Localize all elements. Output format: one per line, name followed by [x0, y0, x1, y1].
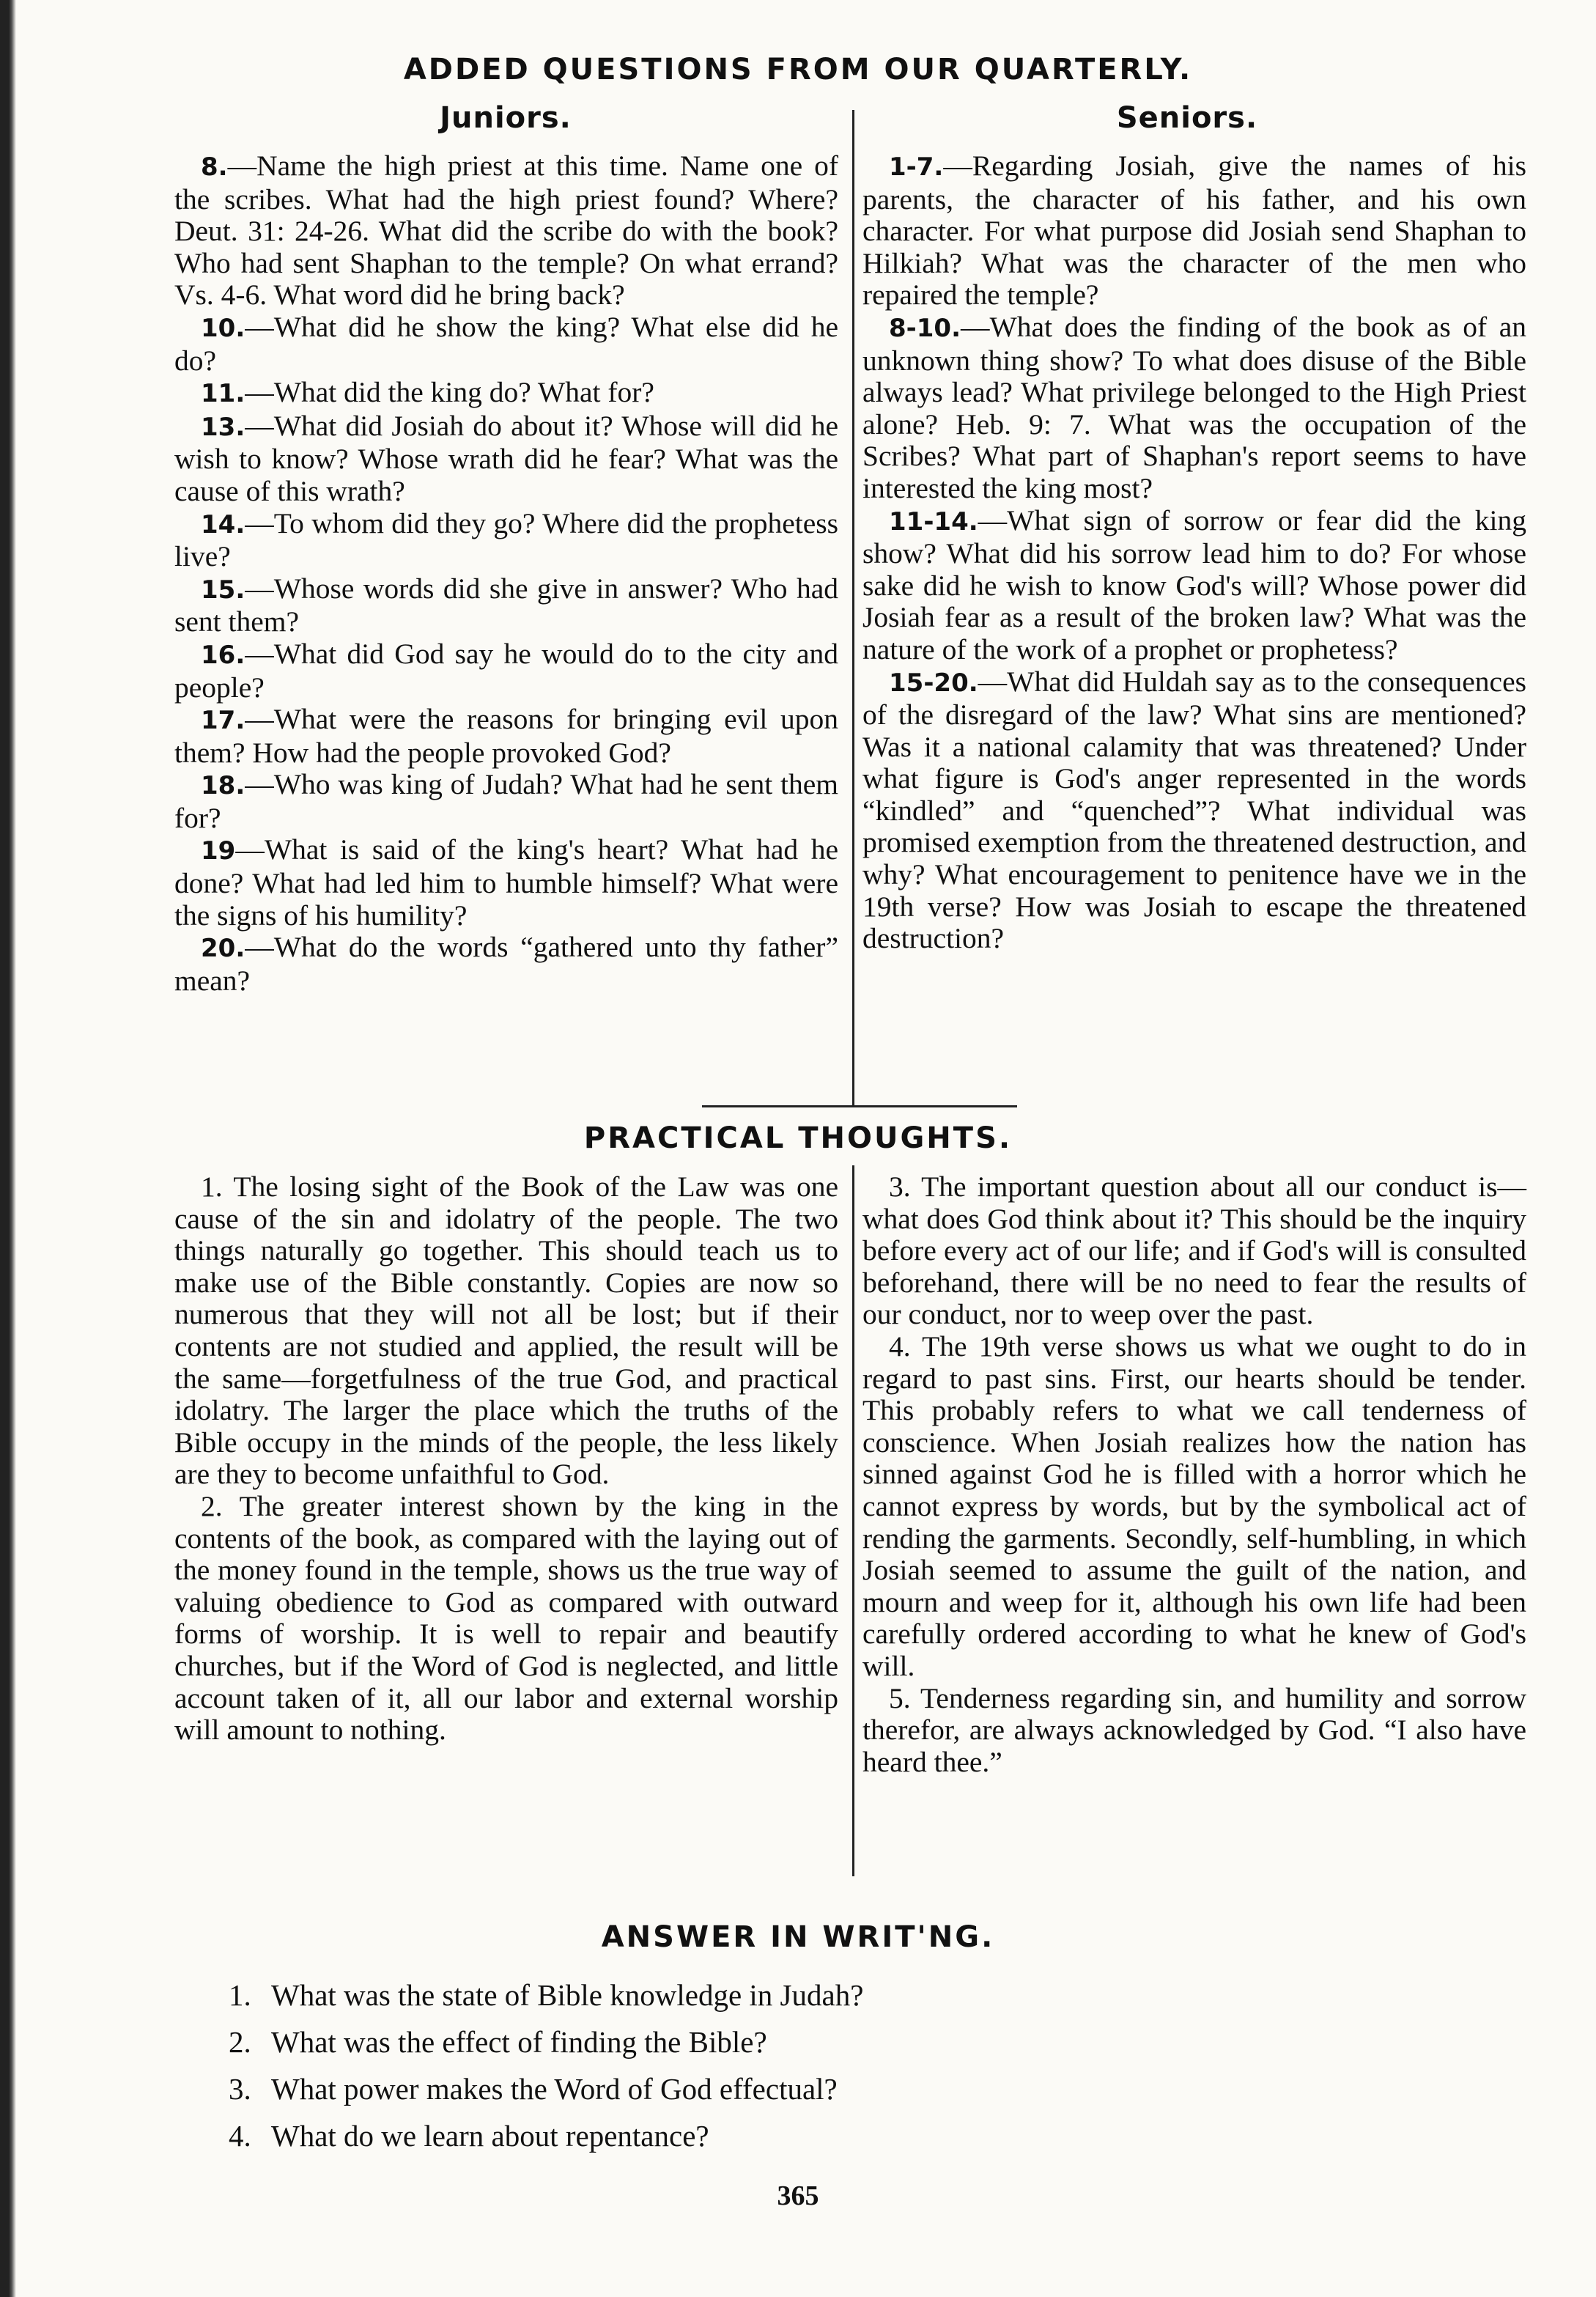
question-item: 11-14.—What sign of sorrow or fear did the king show? What did his sorrow lead him to do? For whose sake did he wish to know God's will? Whose power did Josiah fear as a result of the broken law? What was the nature of the work of a prophet or prophetess?: [862, 504, 1526, 665]
answer-questions-list: [229, 1972, 1328, 2159]
thought-paragraph: 3. The important question about all our conduct is—what does God think about it? This should be the inquiry before every act of our life; and if God's will is consulted beforehand, there will be no need to fear the results of our conduct, nor to weep over the past.: [862, 1170, 1526, 1331]
list-item: 2. What was the effect of finding the Bible?: [229, 2025, 767, 2059]
list-item: 3. What power makes the Word of God effectual?: [229, 2072, 838, 2106]
thought-paragraph: 5. Tenderness regarding sin, and humility and sorrow therefor, are always acknowledged by God. “I also have heard thee.”: [862, 1681, 1526, 1778]
question-item: 1-7.—Regarding Josiah, give the names of his parents, the character of his father, and his own character. For what purpose did Josiah send Shaphan to Hilkiah? What was the character of the men who repaired the temple?: [862, 150, 1526, 311]
practical-thoughts-right: [862, 1171, 1526, 1778]
practical-thoughts-heading: PRACTICAL THOUGHTS.: [583, 1121, 1013, 1155]
question-item: 19—What is said of the king's heart? What had he done? What had led him to humble himself? What were the signs of his humility?: [174, 833, 838, 932]
list-item: 4. What do we learn about repentance?: [229, 2119, 709, 2153]
column-divider: [852, 110, 854, 1107]
question-item: 13.—What did Josiah do about it? Whose will did he wish to know? Whose wrath did he fear? What was the cause of this wrath?: [174, 409, 838, 507]
column-divider: [852, 1165, 854, 1876]
page-title: ADDED QUESTIONS FROM OUR QUARTERLY.: [403, 53, 1193, 86]
question-item: 20.—What do the words “gathered unto thy father” mean?: [174, 931, 838, 997]
question-item: 17.—What were the reasons for bringing evil upon them? How had the people provoked God?: [174, 703, 838, 769]
practical-thoughts-left: [174, 1171, 838, 1747]
question-item: 15-20.—What did Huldah say as to the consequences of the disregard of the law? What sins are mentioned? Was it a national calamity that was threatened? Under what figure is God's anger represented in the words “kindled” and “quenched”? What individual was promised exemption from the threatened destruction, and why? What encouragement to penitence have we in the 19th verse? How was Josiah to escape the threatened destruction?: [862, 665, 1526, 955]
question-item: 8-10.—What does the finding of the book as of an unknown thing show? To what does disuse of the Bible always lead? What privilege belonged to the High Priest alone? Heb. 9: 7. What was the occupation of the Scribes? What part of Shaphan's report seems to have interested the king most?: [862, 310, 1526, 504]
juniors-questions: [174, 150, 838, 997]
seniors-heading: Seniors.: [1116, 101, 1258, 135]
question-item: 14.—To whom did they go? Where did the prophetess live?: [174, 506, 838, 573]
section-separator: [702, 1105, 1017, 1107]
juniors-heading: Juniors.: [440, 101, 572, 135]
seniors-questions: [862, 150, 1526, 955]
question-item: 16.—What did God say he would do to the city and people?: [174, 637, 838, 704]
thought-paragraph: 1. The losing sight of the Book of the Law was one cause of the sin and idolatry of the people. The two things naturally go together. This should teach us to make use of the Bible constantly. Copies are now so numerous that they will not all be lost; but if their contents are not studied and applied, the result will be the same—forgetfulness of the true God, and practical idolatry. The larger the place which the truths of the Bible occupy in the minds of the people, the less likely are they to become unfaithful to God.: [174, 1170, 838, 1491]
answer-in-writing-heading: ANSWER IN WRIT'NG.: [601, 1920, 995, 1954]
thought-paragraph: 4. The 19th verse shows us what we ought to do in regard to past sins. First, our hearts should be tender. This probably refers to what we call tenderness of conscience. When Josiah realizes how the nation has sinned against God he is filled with a horror which he cannot express by words, but by the symbolical act of rending the garments. Secondly, self-humbling, in which Josiah seemed to assume the guilt of the nation, and mourn and weep for it, although his own life had been carefully ordered according to what he knew of God's will.: [862, 1330, 1526, 1682]
thought-paragraph: 2. The greater interest shown by the king in the contents of the book, as compared with the laying out of the money found in the temple, shows us the true way of valuing obedience to God as compared with outward forms of worship. It is well to repair and beautify churches, but if the Word of God is neglected, and little account taken of it, all our labor and external worship will amount to nothing.: [174, 1489, 838, 1747]
question-item: 15.—Whose words did she give in answer? Who had sent them?: [174, 572, 838, 638]
question-item: 10.—What did he show the king? What else did he do?: [174, 310, 838, 377]
list-item: 1. What was the state of Bible knowledge in Judah?: [229, 1978, 864, 2012]
page-number: 365: [777, 2180, 819, 2211]
question-item: 11.—What did the king do? What for?: [201, 376, 654, 409]
question-item: 8.—Name the high priest at this time. Name one of the scribes. What had the high priest found? Where? Deut. 31: 24-26. What did the scribe do with the book? Who had sent Shaphan to the temple? On what errand? Vs. 4-6. What word did he bring back?: [174, 150, 838, 311]
question-item: 18.—Who was king of Judah? What had he sent them for?: [174, 768, 838, 834]
